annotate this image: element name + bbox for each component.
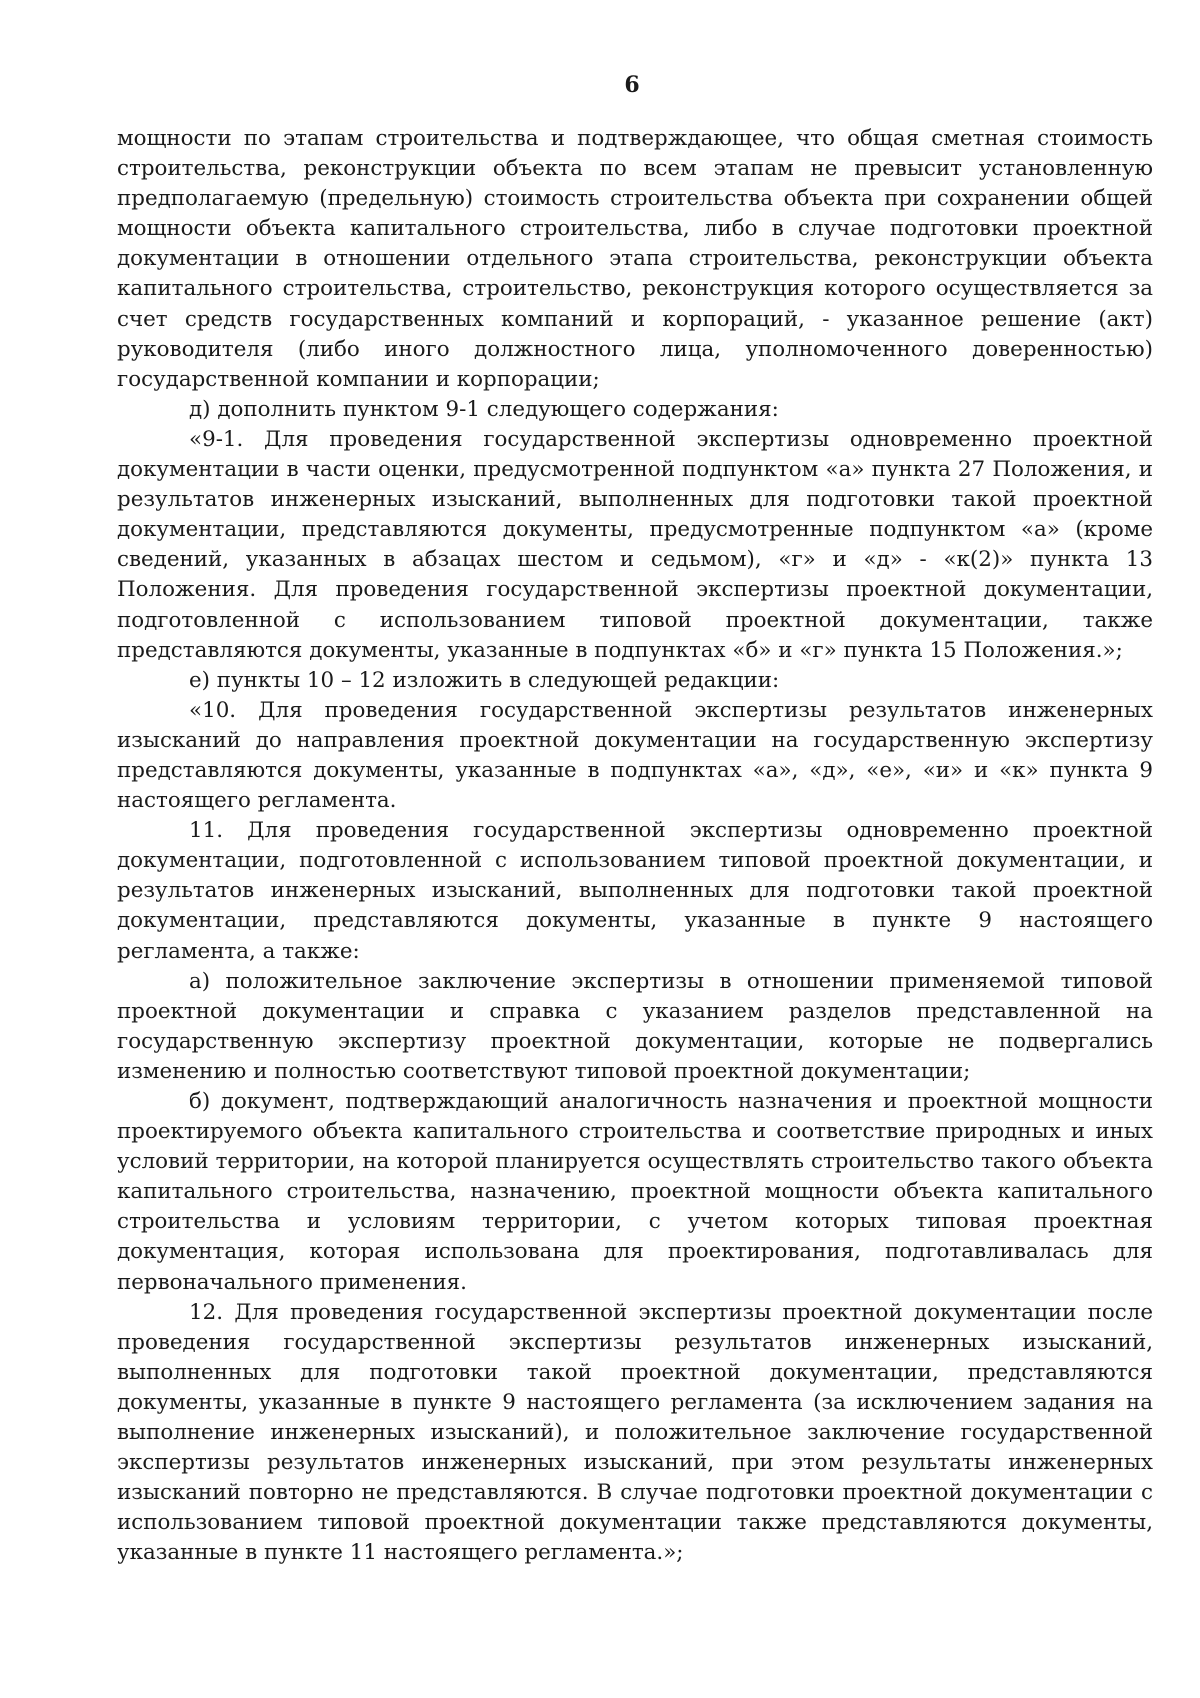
paragraph-item-e: е) пункты 10 – 12 изложить в следующей редакции: [189,667,780,693]
page-number: 6 [624,72,640,98]
paragraph-clause-11: 11. Для проведения государственной экспертизы одновременно проектной документации, подготовленной с использованием типовой проектной документации, и результатов инженерных изысканий, выполненных для подготовки такой проектной документации, представляются документы, указанные в пункте 9 настоящего регламента, а также: [117,818,1153,964]
paragraph-clause-11-a: а) положительное заключение экспертизы в отношении применяемой типовой проектной документации и справка с указанием разделов представленной на государственную экспертизу проектной документации, которые не подвергались изменению и полностью соответствуют типовой проектной документации; [117,968,1153,1084]
paragraph-continuation: мощности по этапам строительства и подтверждающее, что общая сметная стоимость строительства, реконструкции объекта по всем этапам не превысит установленную предполагаемую (предельную) стоимость строительства объекта при сохранении общей мощности объекта капитального строительства, либо в случае подготовки проектной документации в отношении отдельного этапа строительства, реконструкции объекта капитального строительства, строительство, реконструкция которого осуществляется за счет средств государственных компаний и корпораций, - указанное решение (акт) руководителя (либо иного должностного лица, уполномоченного доверенностью) государственной компании и корпорации; [117,126,1153,392]
paragraph-clause-9-1: «9-1. Для проведения государственной экспертизы одновременно проектной документации в части оценки, предусмотренной подпунктом «а» пункта 27 Положения, и результатов инженерных изысканий, выполненных для подготовки такой проектной документации, представляются документы, предусмотренные подпунктом «а» (кроме сведений, указанных в абзацах шестом и седьмом), «г» и «д» - «к(2)» пункта 13 Положения. Для проведения государственной экспертизы проектной документации, подготовленной с использованием типовой проектной документации, также представляются документы, указанные в подпунктах «б» и «г» пункта 15 Положения.»; [117,426,1153,663]
paragraph-clause-11-b: б) документ, подтверждающий аналогичность назначения и проектной мощности проектируемого объекта капитального строительства и соответствие природных и иных условий территории, на которой планируется осуществлять строительство такого объекта капитального строительства, назначению, проектной мощности объекта капитального строительства и условиям территории, с учетом которых типовая проектная документация, которая использована для проектирования, подготавливалась для первоначального применения. [117,1089,1153,1295]
paragraph-item-d: д) дополнить пунктом 9-1 следующего содержания: [189,396,779,422]
document-body [117,124,1153,1569]
paragraph-clause-10: «10. Для проведения государственной экспертизы результатов инженерных изысканий до направления проектной документации на государственную экспертизу представляются документы, указанные в подпунктах «а», «д», «е», «и» и «к» пункта 9 настоящего регламента. [117,697,1153,814]
paragraph-clause-12: 12. Для проведения государственной экспертизы проектной документации после проведения государственной экспертизы результатов инженерных изысканий, выполненных для подготовки такой проектной документации, представляются документы, указанные в пункте 9 настоящего регламента (за исключением задания на выполнение инженерных изысканий), и положительное заключение государственной экспертизы результатов инженерных изысканий, при этом результаты инженерных изысканий повторно не представляются. В случае подготовки проектной документации с использованием типовой проектной документации также представляются документы, указанные в пункте 11 настоящего регламента.»; [117,1299,1153,1566]
